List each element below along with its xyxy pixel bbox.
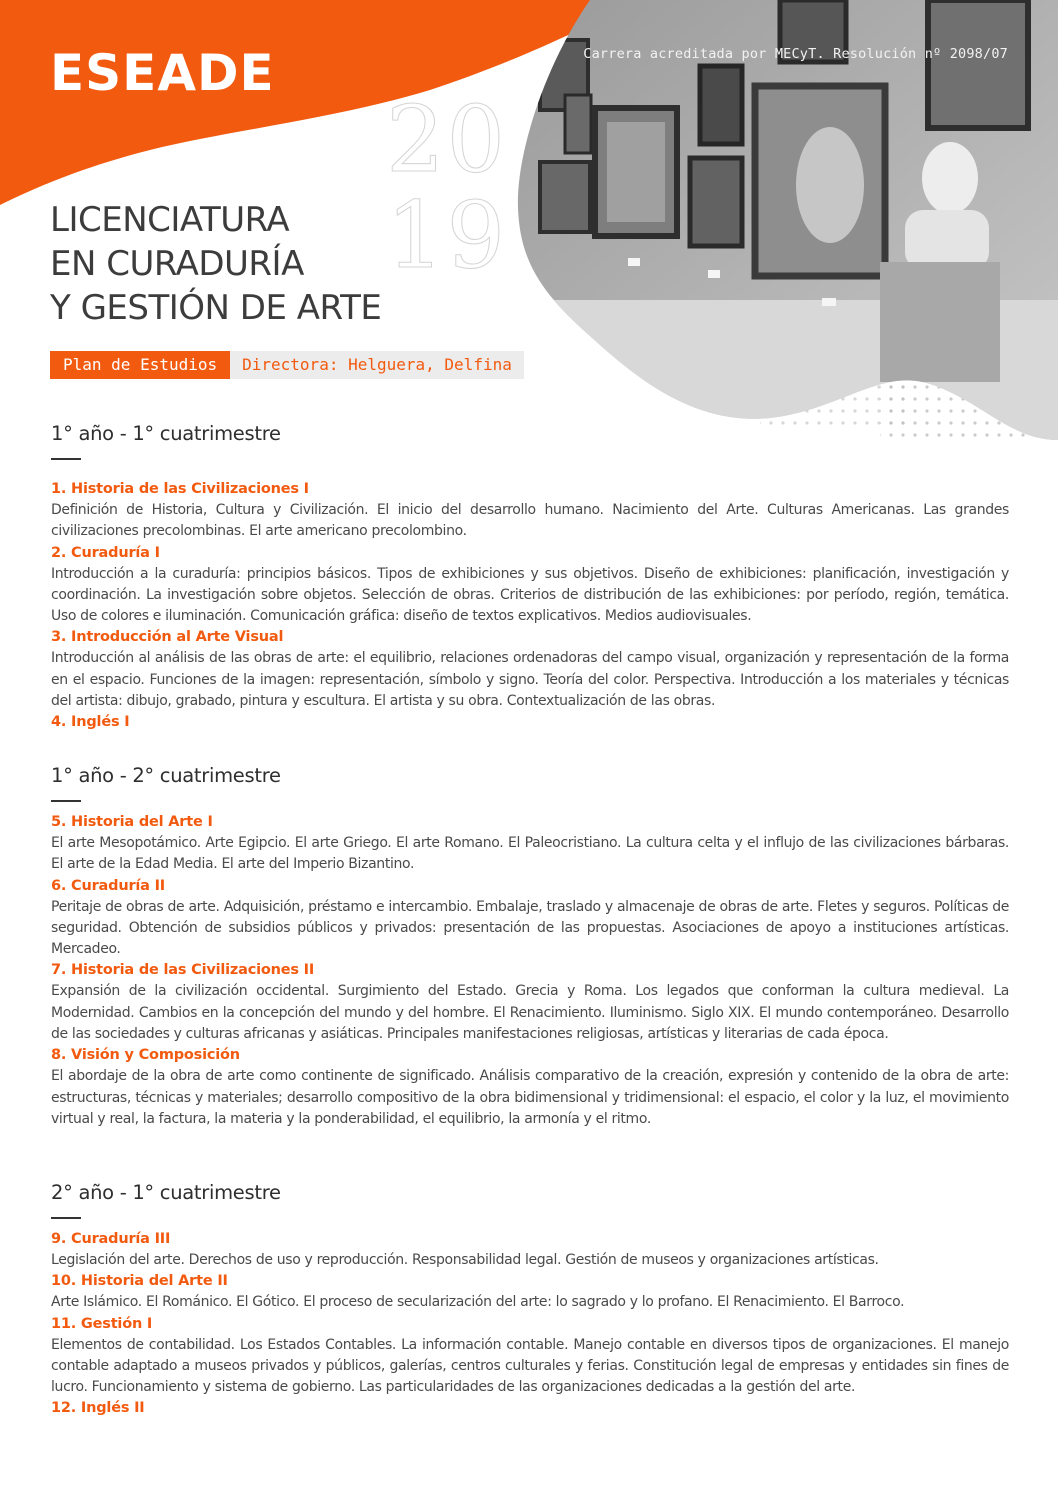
course-title: 10. Historia del Arte II <box>51 1273 228 1290</box>
title-line: LICENCIATURA <box>50 200 290 240</box>
course-description: Introducción a la curaduría: principios básicos. Tipos de exhibiciones y sus objetivos. Diseño de exhibiciones: planificación, investigación y coordinación. La investigación sobre objetos. Selección de obras. Criterios de distribución de las exhibiciones: por período, región, temática. Uso de colores e iluminación. Comunicación gráfica: diseño de textos explicativos. Medios audiovisuales. <box>51 565 1009 625</box>
section-title: 1° año - 1° cuatrimestre <box>51 422 281 445</box>
course-title: 5. Historia del Arte I <box>51 814 213 830</box>
course-title: 12. Inglés II <box>51 1400 145 1417</box>
section-title: 2° año - 1° cuatrimestre <box>51 1181 281 1204</box>
course-description: Peritaje de obras de arte. Adquisición, préstamo e intercambio. Embalaje, traslado y almacenaje de obras de arte. Fletes y seguros. Políticas de seguridad. Obtención de subsidios públicos y privados: presentación de las propuestas. Asociaciones de apoyo a instituciones artísticas. Mercadeo. <box>51 898 1009 958</box>
brand-logo: ESEADE <box>50 44 275 102</box>
course-title: 9. Curaduría III <box>51 1231 171 1247</box>
section-title: 1° año - 2° cuatrimestre <box>51 764 281 787</box>
title-line: EN CURADURÍA <box>50 244 304 284</box>
course-description: Arte Islámico. El Románico. El Gótico. El proceso de secularización del arte: lo sagrado y lo profano. El Renacimiento. El Barroco. <box>51 1294 905 1311</box>
year-bottom: 19 <box>386 182 508 289</box>
course-title: 4. Inglés I <box>51 714 130 731</box>
director-tag: Directora: Helguera, Delfina <box>230 351 524 379</box>
course-title: 3. Introducción al Arte Visual <box>51 629 284 646</box>
title-line: Y GESTIÓN DE ARTE <box>50 288 382 328</box>
course-title: 2. Curaduría I <box>51 544 160 561</box>
course-description: El arte Mesopotámico. Arte Egipcio. El arte Griego. El arte Romano. El Paleocristiano. La cultura celta y el influjo de las civilizaciones bárbaras. El arte de la Edad Media. El arte del Imperio Bizantino. <box>51 835 1009 873</box>
course-title: 6. Curaduría II <box>51 877 165 894</box>
course-description: Legislación del arte. Derechos de uso y reproducción. Responsabilidad legal. Gestión de museos y organizaciones artísticas. <box>51 1252 879 1268</box>
course-description: Definición de Historia, Cultura y Civilización. El inicio del desarrollo humano. Nacimiento del Arte. Culturas Americanas. Las grandes civilizaciones precolombinas. El arte americano precolombino. <box>51 502 1009 540</box>
section-year2-sem1 <box>51 1180 1009 1419</box>
course-description: Elementos de contabilidad. Los Estados Contables. La información contable. Manejo contable en diversos tipos de organizaciones. El manejo contable adaptado a museos privados y públicos, galerías, centros culturales y ferias. Constitución legal de empresas y entidades sin fines de lucro. Funcionamiento y sistema de gobierno. Las particularidades de las organizaciones dedicadas a la gestión del arte. <box>51 1336 1009 1396</box>
section-year1-sem2 <box>51 763 1009 1130</box>
course-title: 8. Visión y Composición <box>51 1047 240 1064</box>
year-watermark <box>386 86 508 289</box>
plan-tag: Plan de Estudios <box>50 351 230 379</box>
accreditation-note: Carrera acreditada por MECyT. Resolución nº 2098/07 <box>583 46 1008 62</box>
section-year1-sem1 <box>51 421 1009 733</box>
gallery-photo <box>500 0 1058 460</box>
year-top: 20 <box>386 86 508 193</box>
page-title <box>50 198 381 330</box>
course-title: 1. Historia de las Civilizaciones I <box>51 481 309 497</box>
course-title: 7. Historia de las Civilizaciones II <box>51 962 315 979</box>
course-description: Expansión de la civilización occidental. Surgimiento del Estado. Grecia y Roma. Los legados que conforman la cultura medieval. La Modernidad. Cambios en la concepción del mundo y del hombre. El Renacimiento. Iluminismo. Siglo XIX. El mundo contemporáneo. Desarrollo de las sociedades y culturas africanas y asiáticas. Principales manifestaciones religiosas, artísticas y literarias de cada época. <box>51 983 1009 1043</box>
course-title: 11. Gestión I <box>51 1315 153 1332</box>
course-description: Introducción al análisis de las obras de arte: el equilibrio, relaciones ordenadoras del campo visual, organización y representación de la forma en el espacio. Funciones de la imagen: representación, símbolo y signo. Teoría del color. Perspectiva. Introducción a los materiales y técnicas del artista: dibujo, grabado, pintura y escultura. El artista y su obra. Contextualización de las obras. <box>51 650 1009 710</box>
course-description: El abordaje de la obra de arte como continente de significado. Análisis comparativo de la creación, expresión y contenido de la obra de arte: estructuras, técnicas y materiales; desarrollo compositivo de la obra bidimensional y tridimensional: el espacio, el color y la luz, el movimiento virtual y real, la factura, la materia y la ponderabilidad, el equilibrio, la armonía y el ritmo. <box>51 1068 1009 1127</box>
header-tags <box>50 351 524 379</box>
